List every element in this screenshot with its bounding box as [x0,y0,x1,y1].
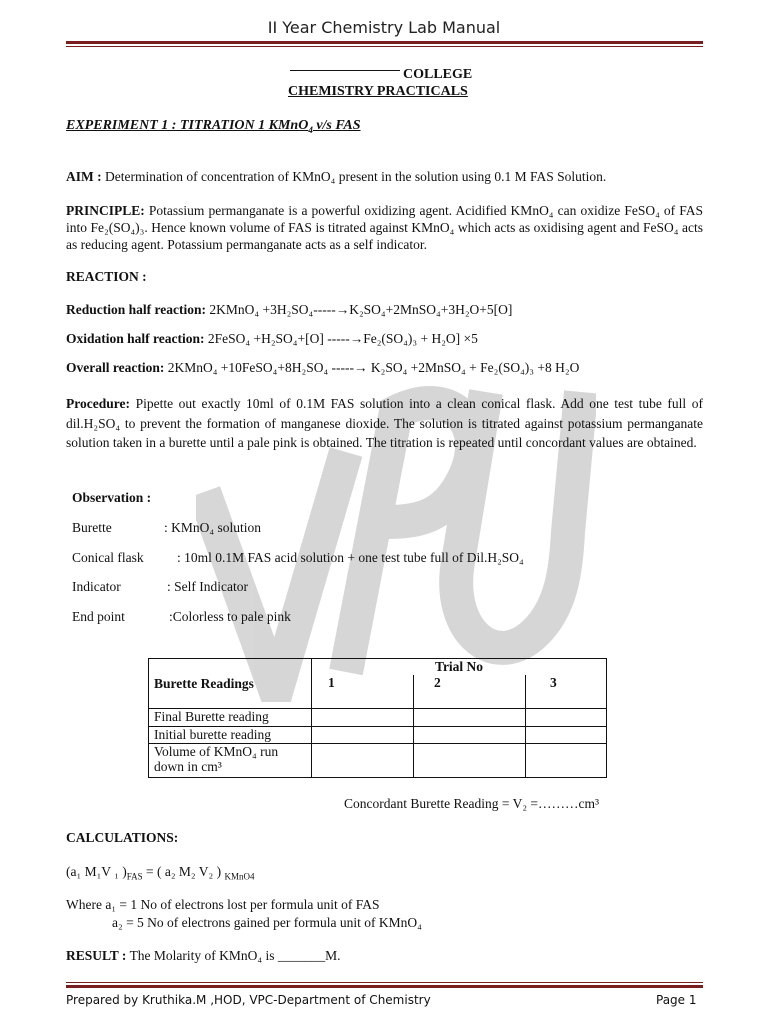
experiment-title: EXPERIMENT 1 : TITRATION 1 KMnO$_4$ v/s FAS [66,118,361,135]
page-number: Page 1 [656,993,697,1007]
result-section: RESULT : The Molarity of KMnO₄ is _______M. [66,948,341,963]
footer-rule [66,985,703,988]
reaction-heading: REACTION : [66,269,147,284]
observation-flask-value: : 10ml 0.1M FAS acid solution + one test tube full of Dil.H₂SO₄ [177,550,524,565]
subtitle: CHEMISTRY PRACTICALS [288,84,468,99]
aim-text: Determination of concentration of KMnO₄ present in the solution using 0.1 M FAS Solution. [105,169,607,184]
aim-label: AIM : [66,169,102,184]
table-row: Volume of KMnO₄ run down in cm³ [149,744,607,778]
table-row: Final Burette reading [149,709,607,727]
burette-readings-table [148,658,607,778]
procedure-section [66,394,703,453]
principle-section [66,202,703,253]
oxidation-reaction: Oxidation half reaction: 2FeSO₄ +H₂SO₄+[O] -----→Fe₂(SO₄)₃ + H₂O] ×5 [66,331,478,346]
college-label: COLLEGE [403,67,473,82]
observation-burette-value: : KMnO₄ solution [164,520,261,535]
table-row: Initial burette reading [149,727,607,744]
overall-reaction: Overall reaction: 2KMnO₄ +10FeSO₄+8H₂SO₄ -----→ K₂SO₄ +2MnSO₄ + Fe₂(SO₄)₃ +8 H₂O [66,360,580,375]
calculations-heading: CALCULATIONS: [66,830,179,845]
concordant-reading: Concordant Burette Reading = V₂ =………cm³ [344,796,600,811]
where-a1: Where a₁ = 1 No of electrons lost per formula unit of FAS [66,897,380,912]
observation-endpoint: End point [72,609,125,624]
table-row-header: Burette Readings [149,659,312,709]
footer-rule-thin [66,982,703,983]
aim-section [66,168,703,185]
observation-heading: Observation : [72,490,152,505]
header-title: II Year Chemistry Lab Manual [267,18,501,37]
trial-header: Trial No [312,659,607,675]
footer-author: Prepared by Kruthika.M ,HOD, VPC-Department of Chemistry [66,993,431,1007]
procedure-label: Procedure: [66,396,130,411]
principle-label: PRINCIPLE: [66,203,145,218]
calculation-formula: (a₁ M₁V ₁ )$_{FAS}$ = ( a₂ M₂ V₂ ) $_{KMnO4}$ [66,864,255,882]
header-rule-thin [66,46,703,47]
reduction-reaction: Reduction half reaction: 2KMnO₄ +3H₂SO₄-----→K₂SO₄+2MnSO₄+3H₂O+5[O] [66,302,513,317]
observation-endpoint-value: :Colorless to pale pink [169,609,291,624]
trial-3: 3 [526,675,607,709]
observation-burette: Burette [72,520,112,535]
procedure-text: Pipette out exactly 10ml of 0.1M FAS solution into a clean conical flask. Add one test tube full of dil.H₂SO₄ to prevent the formation of manganese dioxide. The solution is titrated against potassium permanganate solution taken in a burette until a pale pink is obtained. The titration is repeated until concordant values are obtained. [66,396,703,450]
where-a2: a₂ = 5 No of electrons gained per formula unit of KMnO₄ [112,915,422,930]
trial-1: 1 [312,675,414,709]
header-rule [66,41,703,44]
observation-indicator: Indicator [72,579,121,594]
college-underline [290,70,400,71]
observation-flask: Conical flask [72,550,144,565]
observation-indicator-value: : Self Indicator [167,579,248,594]
principle-text: Potassium permanganate is a powerful oxidizing agent. Acidified KMnO₄ can oxidize FeSO₄ of FAS into Fe₂(SO₄)₃. Hence known volume of FAS is titrated against KMnO₄ which acts as oxidising agent and FeSO₄ acts as reducing agent. Potassium permanganate acts as a self indicator. [66,203,704,252]
trial-2: 2 [414,675,526,709]
